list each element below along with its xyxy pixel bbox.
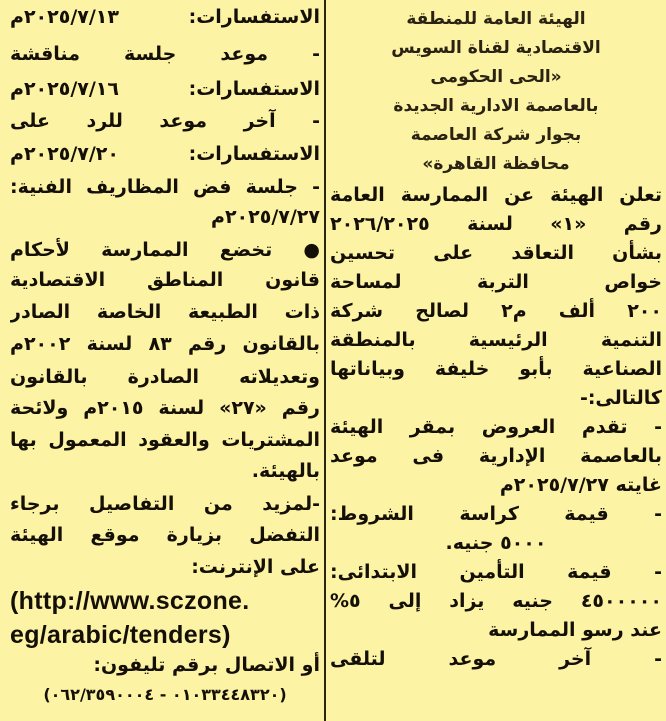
header-line: محافظة القاهرة» <box>422 154 570 174</box>
body-line: ٢٠٢٥/٧/٢٧م <box>211 206 320 228</box>
body-line: التنمية الرئيسية بالمنطقة <box>330 329 662 351</box>
body-line: بالقانون رقم ٨٣ لسنة ٢٠٠٢م <box>10 333 320 355</box>
left-column <box>10 0 320 721</box>
body-line: المشتريات والعقود المعمول بها <box>10 429 320 451</box>
body-line: رقم «١» لسنة ٢٠٢٦/٢٠٢٥ <box>330 213 662 235</box>
body-line: ٥٠٠٠ جنيه. <box>445 532 547 554</box>
body-line: -لمزيد من التفاصيل برجاء <box>10 493 320 515</box>
right-column <box>330 0 662 721</box>
website-url-part: (http://www.sczone. <box>10 587 250 615</box>
body-line: ذات الطبيعة الخاصة الصادر <box>10 301 320 323</box>
body-line: - جلسة فض المظاريف الفنية: <box>10 176 320 198</box>
header-line: الاقتصادية لقناة السويس <box>391 38 601 58</box>
header-line: الهيئة العامة للمنطقة <box>406 9 586 29</box>
body-line: الاستفسارات: ٢٠٢٥/٧/١٦م <box>10 78 320 100</box>
header-line: «الحى الحكومى <box>430 67 562 87</box>
body-line: - قيمة التأمين الابتدائى: <box>330 561 662 583</box>
body-line: غايته ٢٠٢٥/٧/٢٧م <box>499 474 662 496</box>
body-line: الاستفسارات: ٢٠٢٥/٧/٢٠م <box>10 143 320 165</box>
body-line: بشأن التعاقد على تحسين <box>330 242 662 264</box>
body-line: - آخر موعد للرد على <box>10 110 320 132</box>
body-line: التفضل بزيارة موقع الهيئة <box>10 524 320 546</box>
body-line: - آخر موعد لتلقى <box>330 648 662 670</box>
body-line: خواص التربة لمساحة <box>330 271 662 293</box>
header-line: بالعاصمة الادارية الجديدة <box>393 96 599 116</box>
body-line: بالعاصمة الإدارية فى موعد <box>330 445 662 467</box>
body-line: وتعديلاته الصادرة بالقانون <box>10 366 320 388</box>
body-line: بالهيئة. <box>251 460 320 482</box>
website-url[interactable] <box>10 618 320 652</box>
phone-label: أو الاتصال برقم تليفون: <box>93 654 320 676</box>
body-line: - تقدم العروض بمقر الهيئة <box>330 416 662 438</box>
body-line: قانون المناطق الاقتصادية <box>10 269 320 291</box>
body-line: تعلن الهيئة عن الممارسة العامة <box>330 184 662 206</box>
website-url[interactable] <box>10 584 320 618</box>
body-line: - موعد جلسة مناقشة <box>10 43 320 65</box>
body-line: عند رسو الممارسة <box>488 619 662 641</box>
phone-numbers: (٠١٠٣٣٤٤٨٣٢٠ - ٠٦٢/٣٥٩٠٠٠٤) <box>43 685 287 704</box>
body-line: ٢٠٠ ألف م٢ لصالح شركة <box>330 300 662 322</box>
column-divider <box>324 0 326 721</box>
website-url-part: eg/arabic/tenders) <box>10 621 231 649</box>
body-line: الصناعية بأبو خليفة وبياناتها <box>330 358 662 380</box>
body-line: كالتالى:- <box>579 387 662 409</box>
body-line: ● تخضع الممارسة لأحكام <box>10 239 320 261</box>
body-line: على الإنترنت: <box>191 556 320 578</box>
header-line: بجوار شركة العاصمة <box>410 125 582 145</box>
body-line: - قيمة كراسة الشروط: <box>330 503 662 525</box>
body-line: رقم «٢٧» لسنة ٢٠١٥م ولائحة <box>10 397 320 419</box>
body-line: ٤٥٠٠٠٠٠ جنيه يزاد إلى ٥% <box>330 590 662 612</box>
body-line: الاستفسارات: ٢٠٢٥/٧/١٣م <box>10 6 320 28</box>
